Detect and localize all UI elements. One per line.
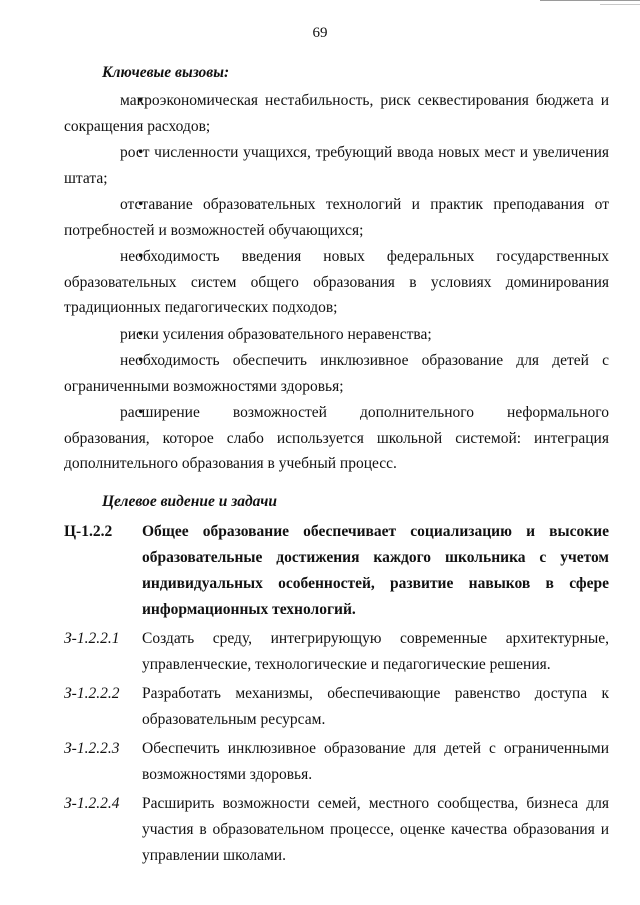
page-content bbox=[64, 60, 609, 872]
task-text: Создать среду, интегрирующую современные архитектурные, управленческие, технологические и педагогические решения. bbox=[142, 629, 609, 673]
task-code: З-1.2.2.3 bbox=[64, 739, 120, 757]
list-item: риски усиления образовательного неравенства; bbox=[120, 325, 432, 343]
task-row bbox=[64, 681, 609, 733]
task-code: З-1.2.2.1 bbox=[64, 629, 120, 647]
task-row bbox=[64, 736, 609, 788]
list-item: рост численности учащихся, требующий ввода новых мест и увеличения штата; bbox=[64, 144, 609, 187]
scan-edge-line bbox=[540, 0, 640, 1]
list-item: необходимость обеспечить инклюзивное образование для детей с ограниченными возможностями здоровья; bbox=[64, 352, 609, 395]
section-heading-challenges: Ключевые вызовы: bbox=[102, 64, 230, 81]
goal-row bbox=[64, 519, 609, 623]
list-item: отставание образовательных технологий и практик преподавания от потребностей и возможностей обучающихся; bbox=[64, 196, 609, 239]
task-text: Разработать механизмы, обеспечивающие равенство доступа к образовательным ресурсам. bbox=[142, 684, 609, 728]
page-number: 69 bbox=[312, 25, 328, 41]
task-text: Обеспечить инклюзивное образование для детей с ограниченными возможностями здоровья. bbox=[142, 739, 609, 783]
list-item: необходимость введения новых федеральных государственных образовательных систем общего образования в условиях доминирования традиционных педагогических подходов; bbox=[64, 248, 609, 316]
challenges-list bbox=[64, 88, 609, 477]
task-code: З-1.2.2.2 bbox=[64, 684, 120, 702]
task-code: З-1.2.2.4 bbox=[64, 794, 120, 812]
section-heading-vision: Целевое видение и задачи bbox=[102, 492, 277, 510]
task-text: Расширить возможности семей, местного сообщества, бизнеса для участия в образовательном процессе, оценке качества образования и управлении школами. bbox=[142, 794, 609, 864]
list-item: расширение возможностей дополнительного неформального образования, которое слабо используется школьной системой: интеграция дополнительного образования в учебный процесс. bbox=[64, 404, 609, 472]
task-row bbox=[64, 791, 609, 869]
goal-text: Общее образование обеспечивает социализацию и высокие образовательные достижения каждого школьника с учетом индивидуальных особенностей, развитие навыков в сфере информационных технологий. bbox=[142, 522, 609, 618]
scan-edge-line-2 bbox=[600, 4, 640, 5]
goal-code: Ц-1.2.2 bbox=[64, 522, 113, 540]
task-row bbox=[64, 626, 609, 678]
list-item: макроэкономическая нестабильность, риск секвестирования бюджета и сокращения расходов; bbox=[64, 92, 609, 135]
